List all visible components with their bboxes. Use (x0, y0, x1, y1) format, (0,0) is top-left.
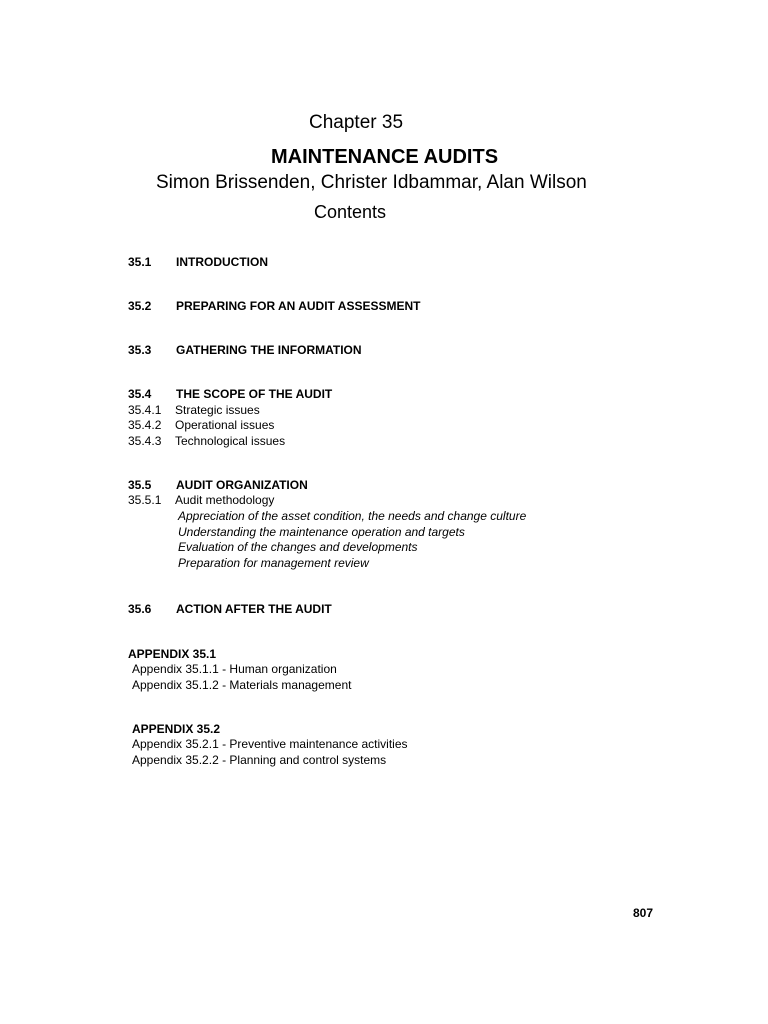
subsection-number: 35.5.1 (128, 493, 162, 507)
toc-subsection (128, 492, 274, 508)
subsection-title: Strategic issues (175, 403, 260, 417)
toc-item: Preparation for management review (178, 556, 369, 570)
page-number: 807 (633, 906, 654, 920)
section-number: 35.1 (128, 255, 152, 269)
toc-section-35-4 (128, 386, 332, 402)
subsection-number: 35.4.2 (128, 418, 162, 432)
toc-item: Understanding the maintenance operation and targets (178, 525, 465, 539)
toc-section-35-2 (128, 298, 420, 314)
toc-appendix-item: Appendix 35.2.1 - Preventive maintenance activities (132, 737, 408, 751)
toc-subsection (128, 417, 274, 433)
toc-appendix-item: Appendix 35.1.2 - Materials management (132, 678, 352, 692)
subsection-number: 35.4.3 (128, 434, 162, 448)
toc-section-35-5 (128, 477, 308, 493)
subsection-title: Audit methodology (175, 493, 275, 507)
toc-section-35-3 (128, 342, 362, 358)
section-title: ACTION AFTER THE AUDIT (176, 602, 332, 616)
section-number: 35.3 (128, 343, 152, 357)
toc-appendix-item: Appendix 35.1.1 - Human organization (132, 662, 337, 676)
toc-item: Evaluation of the changes and developments (178, 540, 418, 554)
toc-section-35-6 (128, 601, 332, 617)
section-title: PREPARING FOR AN AUDIT ASSESSMENT (176, 299, 421, 313)
toc-appendix-item: Appendix 35.2.2 - Planning and control systems (132, 753, 387, 767)
toc-appendix-35-1: APPENDIX 35.1 (128, 647, 217, 661)
subsection-title: Operational issues (175, 418, 275, 432)
section-number: 35.2 (128, 299, 152, 313)
section-title: AUDIT ORGANIZATION (176, 478, 308, 492)
toc-subsection (128, 402, 260, 418)
section-number: 35.6 (128, 602, 152, 616)
subsection-title: Technological issues (175, 434, 286, 448)
section-title: INTRODUCTION (176, 255, 268, 269)
section-title: GATHERING THE INFORMATION (176, 343, 362, 357)
contents-heading: Contents (314, 202, 387, 222)
subsection-number: 35.4.1 (128, 403, 162, 417)
section-number: 35.4 (128, 387, 152, 401)
toc-subsection (128, 433, 285, 449)
chapter-label: Chapter 35 (309, 112, 404, 133)
chapter-title: MAINTENANCE AUDITS (271, 146, 499, 168)
toc-appendix-35-2: APPENDIX 35.2 (132, 722, 221, 736)
toc-item: Appreciation of the asset condition, the needs and change culture (178, 509, 527, 523)
toc-section-35-1 (128, 254, 268, 270)
section-number: 35.5 (128, 478, 152, 492)
section-title: THE SCOPE OF THE AUDIT (176, 387, 333, 401)
authors: Simon Brissenden, Christer Idbammar, Alan Wilson (156, 172, 587, 193)
